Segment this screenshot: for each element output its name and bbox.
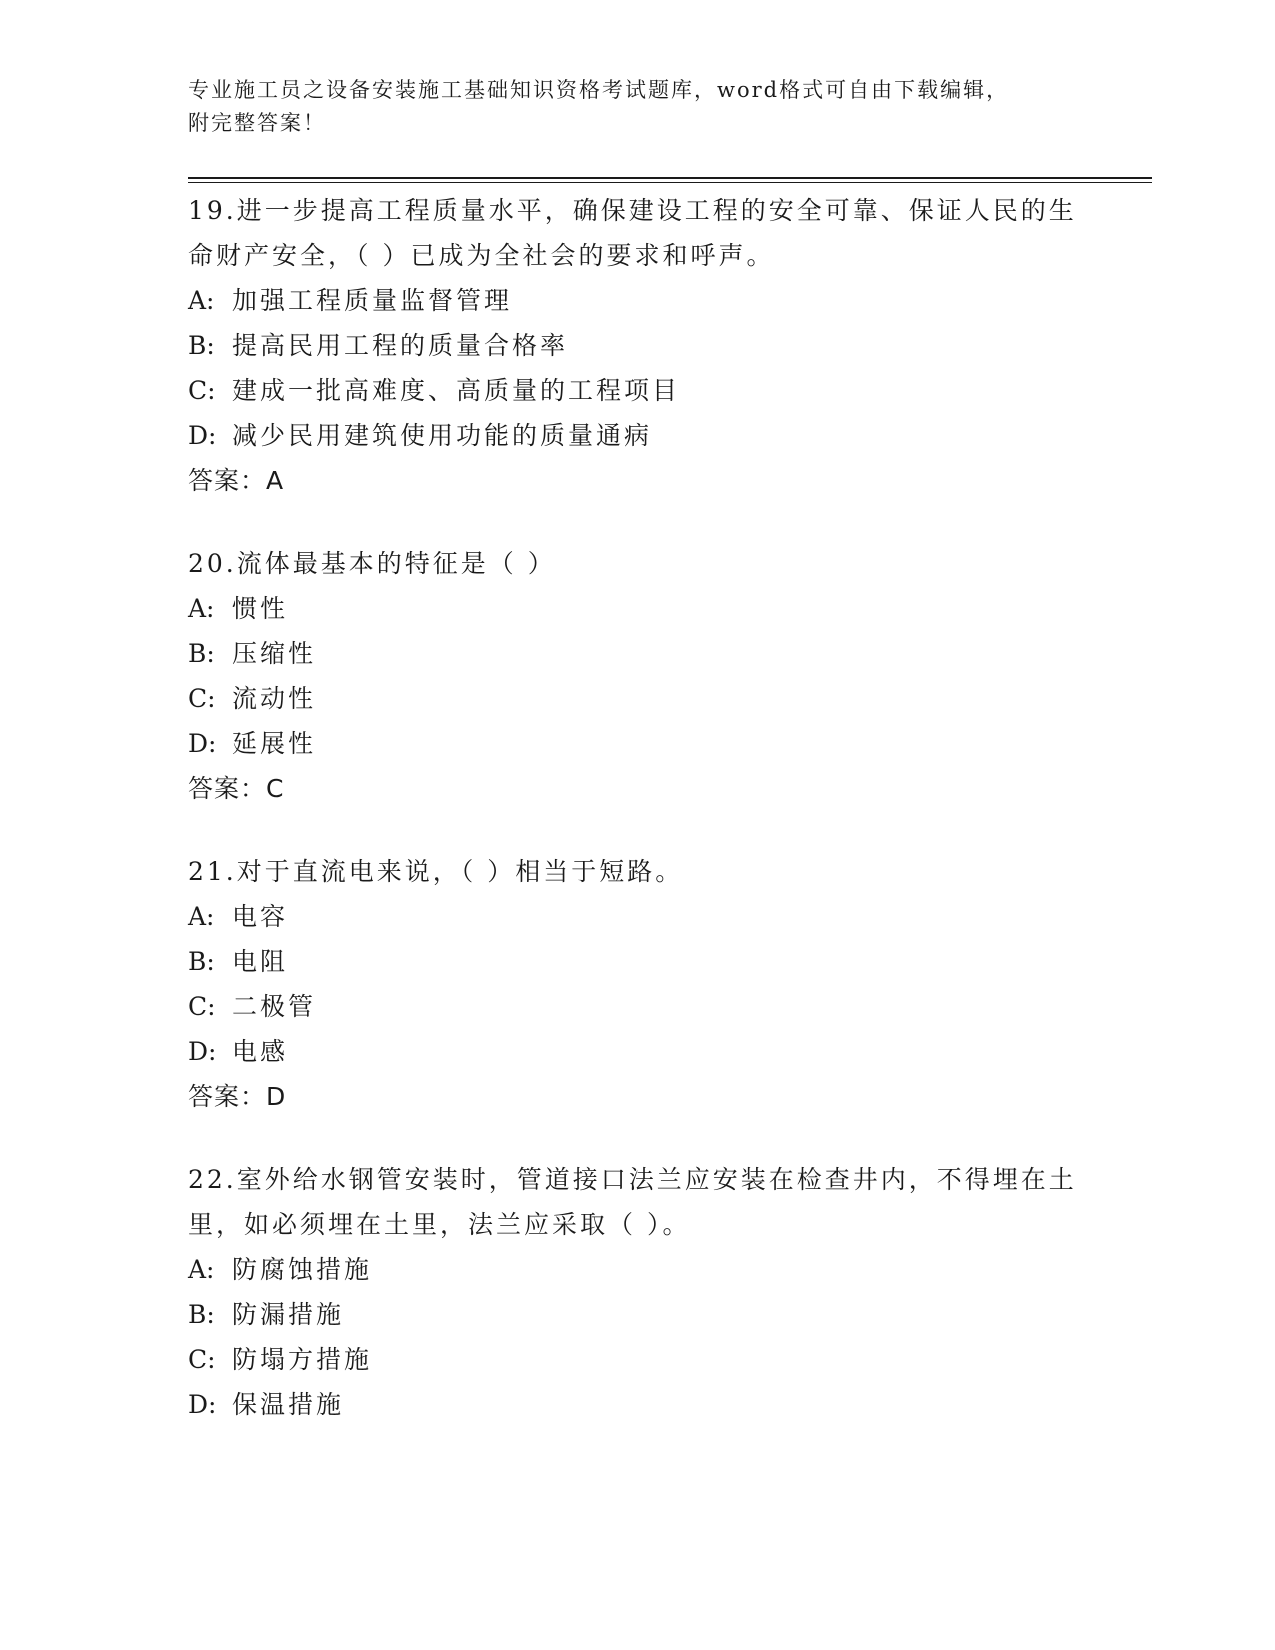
question-stem: 20.流体最基本的特征是（ ） [188,549,556,578]
option-text: 电容 [232,902,289,931]
question-stem: 21.对于直流电来说，（ ）相当于短路。 [188,857,684,886]
option-letter: A: [188,286,215,315]
option-a [188,278,1088,323]
option-letter: A: [188,594,215,623]
option-letter: B: [188,947,215,976]
option-text: 电感 [232,1037,289,1066]
option-text: 二极管 [232,992,317,1021]
option-text: 电阻 [232,947,289,976]
option-a [188,894,1088,939]
header-divider-thin [188,182,1152,183]
question-stem: 22.室外给水钢管安装时，管道接口法兰应安装在检查井内，不得埋在土里，如必须埋在土里，法兰应采取（ ）。 [188,1165,1077,1239]
option-text: 加强工程质量监督管理 [232,286,513,315]
option-text: 保温措施 [232,1390,345,1419]
option-letter: C: [188,1345,216,1374]
option-text: 建成一批高难度、高质量的工程项目 [232,376,681,405]
header-divider-thick [188,177,1152,179]
option-d [188,1382,1088,1427]
option-letter: C: [188,992,216,1021]
option-a [188,586,1088,631]
option-text: 压缩性 [232,639,317,668]
option-text: 防塌方措施 [232,1345,373,1374]
option-c [188,676,1088,721]
option-text: 延展性 [232,729,317,758]
option-letter: C: [188,376,216,405]
option-text: 防腐蚀措施 [232,1255,373,1284]
option-c [188,984,1088,1029]
option-letter: D: [188,421,217,450]
option-letter: B: [188,331,215,360]
option-b [188,1292,1088,1337]
option-text: 惯性 [232,594,289,623]
question-22 [188,1157,1088,1427]
option-c [188,368,1088,413]
option-b [188,939,1088,984]
option-b [188,323,1088,368]
option-letter: D: [188,1390,217,1419]
option-letter: C: [188,684,216,713]
question-19 [188,188,1088,503]
question-21 [188,849,1088,1119]
answer-line: 答案：D [188,1082,287,1111]
option-letter: D: [188,729,217,758]
option-a [188,1247,1088,1292]
option-letter: B: [188,639,215,668]
option-c [188,1337,1088,1382]
option-letter: A: [188,902,215,931]
option-d [188,413,1088,458]
header-line-2: 附完整答案！ [188,111,326,135]
option-text: 流动性 [232,684,317,713]
option-letter: B: [188,1300,215,1329]
option-letter: D: [188,1037,217,1066]
option-letter: A: [188,1255,215,1284]
option-text: 防漏措施 [232,1300,345,1329]
option-text: 提高民用工程的质量合格率 [232,331,569,360]
answer-line: 答案：A [188,466,285,495]
answer-line: 答案：C [188,774,285,803]
document-header [188,74,1088,140]
option-d [188,1029,1088,1074]
option-d [188,721,1088,766]
question-20 [188,541,1088,811]
option-b [188,631,1088,676]
header-line-1: 专业施工员之设备安装施工基础知识资格考试题库，word格式可自由下载编辑， [188,78,1010,102]
question-list [188,188,1088,1465]
option-text: 减少民用建筑使用功能的质量通病 [232,421,653,450]
question-stem: 19.进一步提高工程质量水平，确保建设工程的安全可靠、保证人民的生命财产安全，（ ）已成为全社会的要求和呼声。 [188,196,1077,270]
